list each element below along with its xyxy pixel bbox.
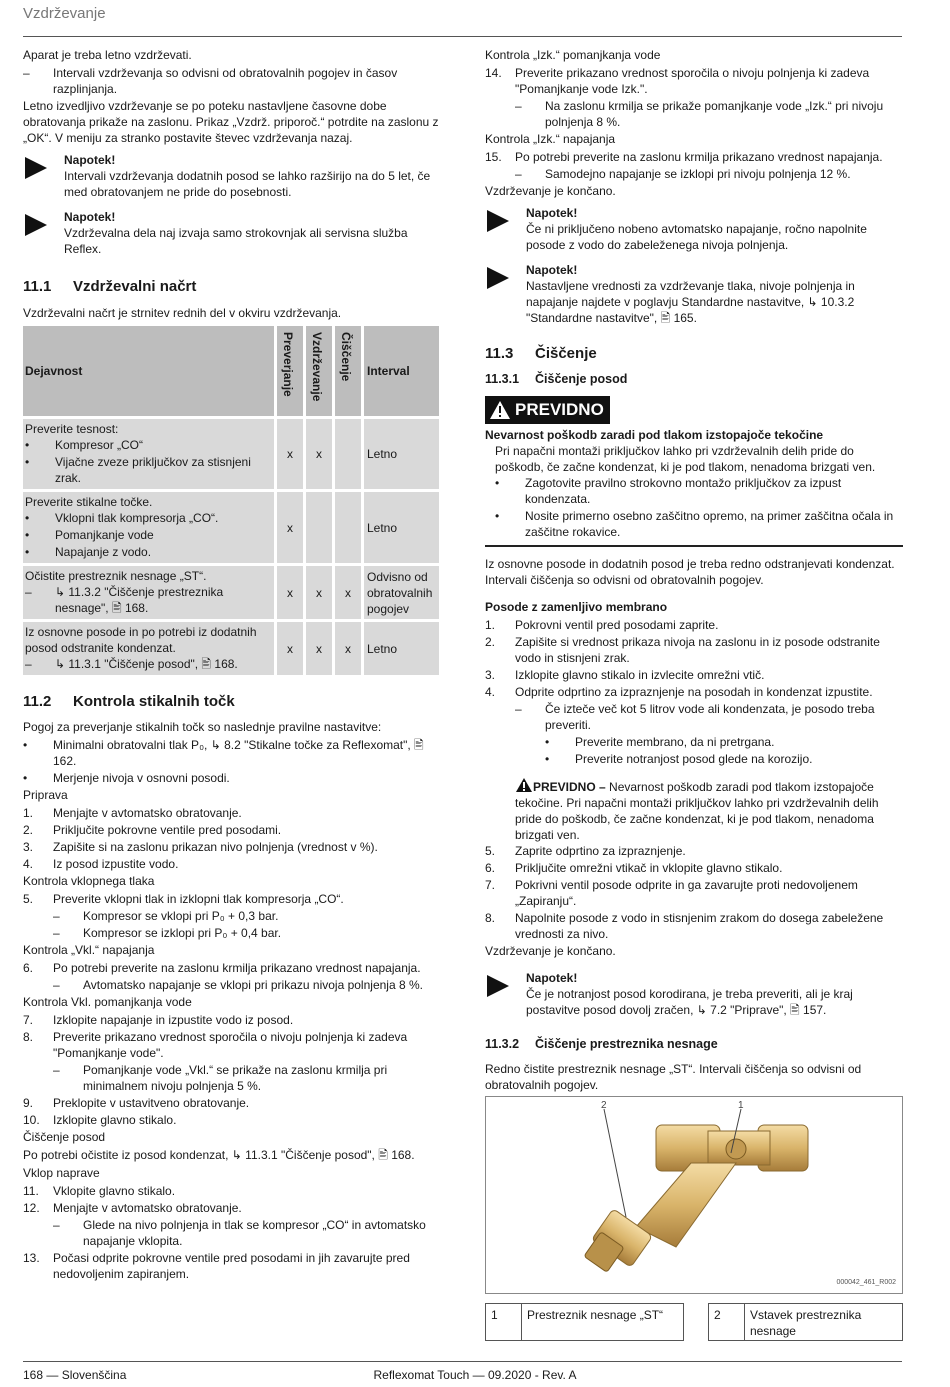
- list-item: 12. Menjajte v avtomatsko obratovanje.: [23, 1201, 242, 1215]
- note-text: Vzdrževalna dela naj izvaja samo strokovnjak ali servisna služba Reflex.: [64, 226, 408, 256]
- paragraph: Po potrebi očistite iz posod kondenzat, ↳ 11.3.1 "Čiščenje posod", 🖹 168.: [23, 1148, 415, 1162]
- list-item: • Zagotovite pravilno strokovno montažo priključkov za izpust kondenzata.: [495, 476, 842, 506]
- subheading: Kontrola „Izk.“ pomanjkanja vode: [485, 48, 661, 62]
- list-item: – Avtomatsko napajanje se vklopi pri prikazu nivoja polnjenja 8 %.: [53, 978, 423, 992]
- note-text: Intervali vzdrževanja dodatnih posod se lahko razširijo na do 5 let, če med obratovanjem ne pride do posebnosti.: [64, 169, 431, 199]
- section-intro: Pogoj za preverjanje stikalnih točk so naslednje pravilne nastavitve:: [23, 720, 382, 734]
- intro-dash-item: – Intervali vzdrževanja so odvisni od obratovalnih pogojev in časov razplinjanja.: [23, 66, 398, 96]
- intro-paragraph: Letno izvedljivo vzdrževanje se po poteku nastavljene časovne dobe obratovanja prikaže na zaslonu. Prikaz „Vzdrž. priporoč.“ potrdite na zaslonu z „OK“. V meniju za stranko postavite števec vzdrževanja nazaj.: [23, 99, 439, 145]
- list-item: 2. Priključite pokrovne ventile pred posodami.: [23, 823, 282, 837]
- list-item: – Pomanjkanje vode „Vkl.“ se prikaže na zaslonu krmilja pri minimalnem nivoju polnjenja 5 %.: [53, 1063, 388, 1093]
- subheading: Priprava: [23, 788, 68, 802]
- list-item: • Nosite primerno osebno zaščitno opremo, na primer zaščitna očala in zaščitne rokavice.: [495, 509, 894, 539]
- note-arrow-icon: [485, 205, 526, 253]
- header-activity: Dejavnost: [23, 326, 274, 416]
- table-row: Očistite prestreznik nesnage „ST“. – ↳ 11.3.2 "Čiščenje prestreznika nesnage", 🖹 168. x x x Odvisno od obratovalnih pogojev: [23, 566, 439, 619]
- list-item: 14. Preverite prikazano vrednost sporočila o nivoju polnjenja ki zadeva "Pomanjkanje vode Izk.".: [485, 66, 870, 96]
- inline-warning: PREVIDNO – Nevarnost poškodb zaradi pod tlakom izstopajoče tekočine. Pri napačni montaži priključkov lahko pri vzdrževalnih delih pride do poškodb, če začne kondenzat, ki je pod tlakom, nenadoma brizgati ven.: [485, 777, 903, 843]
- paragraph: Vzdrževanje je končano.: [485, 944, 616, 958]
- header-divider: [23, 36, 902, 37]
- list-item: • Minimalni obratovalni tlak P₀, ↳ 8.2 "Stikalne točke za Reflexomat", 🖹 162.: [23, 738, 424, 768]
- table-row: Preverite tesnost: • Kompresor „CO“ • Vijačne zveze priključkov za stisnjeni zrak. x x Letno: [23, 419, 439, 489]
- section-heading-11-1: 11.1 Vzdrževalni načrt: [23, 278, 197, 295]
- figure-legend: [485, 1303, 903, 1341]
- warning-triangle-icon: [489, 400, 511, 420]
- cross-reference-link[interactable]: ↳ 11.3.1 "Čiščenje posod", 🖹 168.: [55, 657, 238, 671]
- list-item: 3. Izklopite glavno stikalo in izvlecite omrežni vtič.: [485, 668, 765, 682]
- list-item: 8. Napolnite posode z vodo in stisnjenim zrakom do dosega zabeležene vrednosti za nivo.: [485, 911, 884, 941]
- list-item: 5. Zaprite odprtino za izpraznjenje.: [485, 844, 686, 858]
- note-title: Napotek!: [526, 263, 578, 277]
- figure-code: 000042_461_R002: [836, 1279, 896, 1286]
- subheading: Kontrola „Vkl.“ napajanja: [23, 943, 155, 957]
- left-column: [23, 47, 439, 1283]
- subheading: Čiščenje posod: [23, 1130, 106, 1144]
- warning-triangle-icon: [515, 777, 533, 793]
- paragraph: Iz osnovne posode in dodatnih posod je treba redno odstranjevati kondenzat. Intervali čiščenja so odvisni od obratovalnih pogojev.: [485, 557, 895, 587]
- list-item: 1. Menjajte v avtomatsko obratovanje.: [23, 806, 242, 820]
- note-title: Napotek!: [64, 210, 116, 224]
- section-heading-11-3: 11.3 Čiščenje: [485, 345, 597, 362]
- list-item: 2. Zapišite si vrednost prikaza nivoja na zaslonu in iz posode odstranite vodo in stisnjeni zrak.: [485, 635, 880, 665]
- list-item: 15. Po potrebi preverite na zaslonu krmilja prikazano vrednost napajanja.: [485, 150, 883, 164]
- list-item: 4. Odprite odprtino za izpraznjenje na posodah in kondenzat izpustite.: [485, 685, 873, 699]
- list-item: 5. Preverite vklopni tlak in izklopni tlak kompresorja „CO“.: [23, 892, 344, 906]
- header-interval: Interval: [361, 326, 439, 416]
- list-item: • Merjenje nivoja v osnovni posodi.: [23, 771, 230, 785]
- maintenance-plan-table: [23, 323, 439, 678]
- list-item: – Na zaslonu krmilja se prikaže pomanjkanje vode „Izk.“ pri nivoju polnjenja 8 %.: [515, 99, 884, 129]
- note-title: Napotek!: [526, 206, 578, 220]
- note-title: Napotek!: [526, 971, 578, 985]
- header-cleaning: Čiščenje: [332, 326, 361, 416]
- list-item: – Glede na nivo polnjenja in tlak se kompresor „CO“ in avtomatsko napajanje vklopita.: [53, 1218, 426, 1248]
- list-item: 1. Pokrovni ventil pred posodami zaprite.: [485, 618, 719, 632]
- list-item: 10. Izklopite glavno stikalo.: [23, 1113, 177, 1127]
- footer-divider: [23, 1361, 902, 1362]
- note-box: [485, 970, 903, 1018]
- list-item: 7. Izklopite napajanje in izpustite vodo iz posod.: [23, 1013, 294, 1027]
- list-item: 8. Preverite prikazano vrednost sporočila o nivoju polnjenja ki zadeva "Pomanjkanje vode".: [23, 1030, 408, 1060]
- warning-box: [485, 396, 903, 547]
- table-row: Iz osnovne posode in po potrebi iz dodatnih posod odstranite kondenzat. – ↳ 11.3.1 "Čiščenje posod", 🖹 168. x x x Letno: [23, 622, 439, 675]
- footer-page-number: 168 — Slovenščina: [23, 1368, 127, 1382]
- note-box: [485, 205, 903, 253]
- list-item: 4. Iz posod izpustite vodo.: [23, 857, 179, 871]
- page-header-title: Vzdrževanje: [23, 5, 106, 22]
- subheading: Kontrola vklopnega tlaka: [23, 874, 155, 888]
- note-arrow-icon: [23, 209, 64, 257]
- note-box: [485, 262, 903, 326]
- list-item: – Kompresor se vklopi pri P₀ + 0,3 bar.: [53, 909, 279, 923]
- note-arrow-icon: [485, 262, 526, 326]
- warning-label: PREVIDNO: [485, 396, 610, 424]
- strainer-figure: [485, 1096, 903, 1294]
- list-item: – Kompresor se izklopi pri P₀ + 0,4 bar.: [53, 926, 282, 940]
- subheading: Vklop naprave: [23, 1166, 100, 1180]
- section-heading-11-3-1: 11.3.1 Čiščenje posod: [485, 372, 628, 386]
- list-item: 6. Priključite omrežni vtikač in vklopite glavno stikalo.: [485, 861, 783, 875]
- list-item: 3. Zapišite si na zaslonu prikazan nivo polnjenja (vrednost v %).: [23, 840, 378, 854]
- note-arrow-icon: [23, 152, 64, 200]
- note-box: [23, 209, 439, 257]
- note-arrow-icon: [485, 970, 526, 1018]
- note-title: Napotek!: [64, 153, 116, 167]
- right-column: [485, 47, 903, 1341]
- paragraph: Redno čistite prestreznik nesnage „ST“. Intervali čiščenja so odvisni od obratovalnih pogojev.: [485, 1062, 862, 1092]
- note-text: Če je notranjost posod korodirana, je treba preveriti, ali je kraj postavitve posod dovolj zračen, ↳ 7.2 "Priprave", 🖹 157.: [526, 987, 853, 1017]
- list-item: 9. Preklopite v ustavitveno obratovanje.: [23, 1096, 250, 1110]
- note-text: Če ni priključeno nobeno avtomatsko napajanje, ročno napolnite posode z vodo do zabeleženega nivoja polnjenja.: [526, 222, 867, 252]
- cross-reference-link[interactable]: ↳ 11.3.2 "Čiščenje prestreznika nesnage", 🖹 168.: [55, 585, 224, 615]
- list-item: 6. Po potrebi preverite na zaslonu krmilja prikazano vrednost napajanja.: [23, 961, 421, 975]
- dirt-trap-illustration: [486, 1097, 902, 1293]
- list-item: • Preverite membrano, da ni pretrgana.: [545, 735, 775, 749]
- note-box: [23, 152, 439, 200]
- section-intro: Vzdrževalni načrt je strnitev rednih del v okviru vzdrževanja.: [23, 306, 342, 320]
- warning-text: Pri napačni montaži priključkov lahko pri vzdrževalnih delih pride do poškodb, če začne kondenzat, ki je pod tlakom, nenadoma brizgati ven.: [495, 444, 876, 474]
- list-item: – Če izteče več kot 5 litrov vode ali kondenzata, je posodo treba preveriti.: [515, 702, 875, 732]
- footer-document-title: Reflexomat Touch — 09.2020 - Rev. A: [373, 1368, 577, 1382]
- subheading: Kontrola „Izk.“ napajanja: [485, 132, 616, 146]
- table-header-row: [23, 326, 439, 416]
- legend-item: 2 Vstavek prestreznika nesnage: [708, 1303, 903, 1341]
- header-maintenance: Vzdrževanje: [303, 326, 332, 416]
- list-item: 11. Vklopite glavno stikalo.: [23, 1184, 176, 1198]
- list-item: 7. Pokrivni ventil posode odprite in ga zavarujte proti nedovoljenem „Zapiranju“.: [485, 878, 858, 908]
- intro-text: Aparat je treba letno vzdrževati.: [23, 48, 192, 62]
- list-item: – Samodejno napajanje se izklopi pri nivoju polnjenja 12 %.: [515, 167, 851, 181]
- warning-title: Nevarnost poškodb zaradi pod tlakom izstopajoče tekočine: [485, 428, 824, 442]
- subheading: Kontrola Vkl. pomanjkanja vode: [23, 995, 192, 1009]
- figure-callout-1: 1: [738, 1100, 744, 1111]
- section-heading-11-2: 11.2 Kontrola stikalnih točk: [23, 693, 235, 710]
- section-heading-11-3-2: 11.3.2 Čiščenje prestreznika nesnage: [485, 1037, 718, 1051]
- header-check: Preverjanje: [274, 326, 303, 416]
- table-row: Preverite stikalne točke. • Vklopni tlak kompresorja „CO“. • Pomanjkanje vode • Napajanje z vodo. x Letno: [23, 492, 439, 563]
- paragraph: Vzdrževanje je končano.: [485, 184, 616, 198]
- legend-item: 1 Prestreznik nesnage „ST“: [485, 1303, 684, 1341]
- list-item: • Preverite notranjost posod glede na korozijo.: [545, 752, 813, 766]
- note-text: Nastavljene vrednosti za vzdrževanje tlaka, nivoje polnjenja in napajanje najdete v poglavju Standardne nastavitve, ↳ 10.3.2 "Standardne nastavitve", 🖹 165.: [526, 279, 855, 325]
- figure-callout-2: 2: [601, 1100, 607, 1111]
- subheading: Posode z zamenljivo membrano: [485, 600, 668, 614]
- list-item: 13. Počasi odprite pokrovne ventile pred posodami in jih zavarujte pred nedovoljenim zapiranjem.: [23, 1251, 410, 1281]
